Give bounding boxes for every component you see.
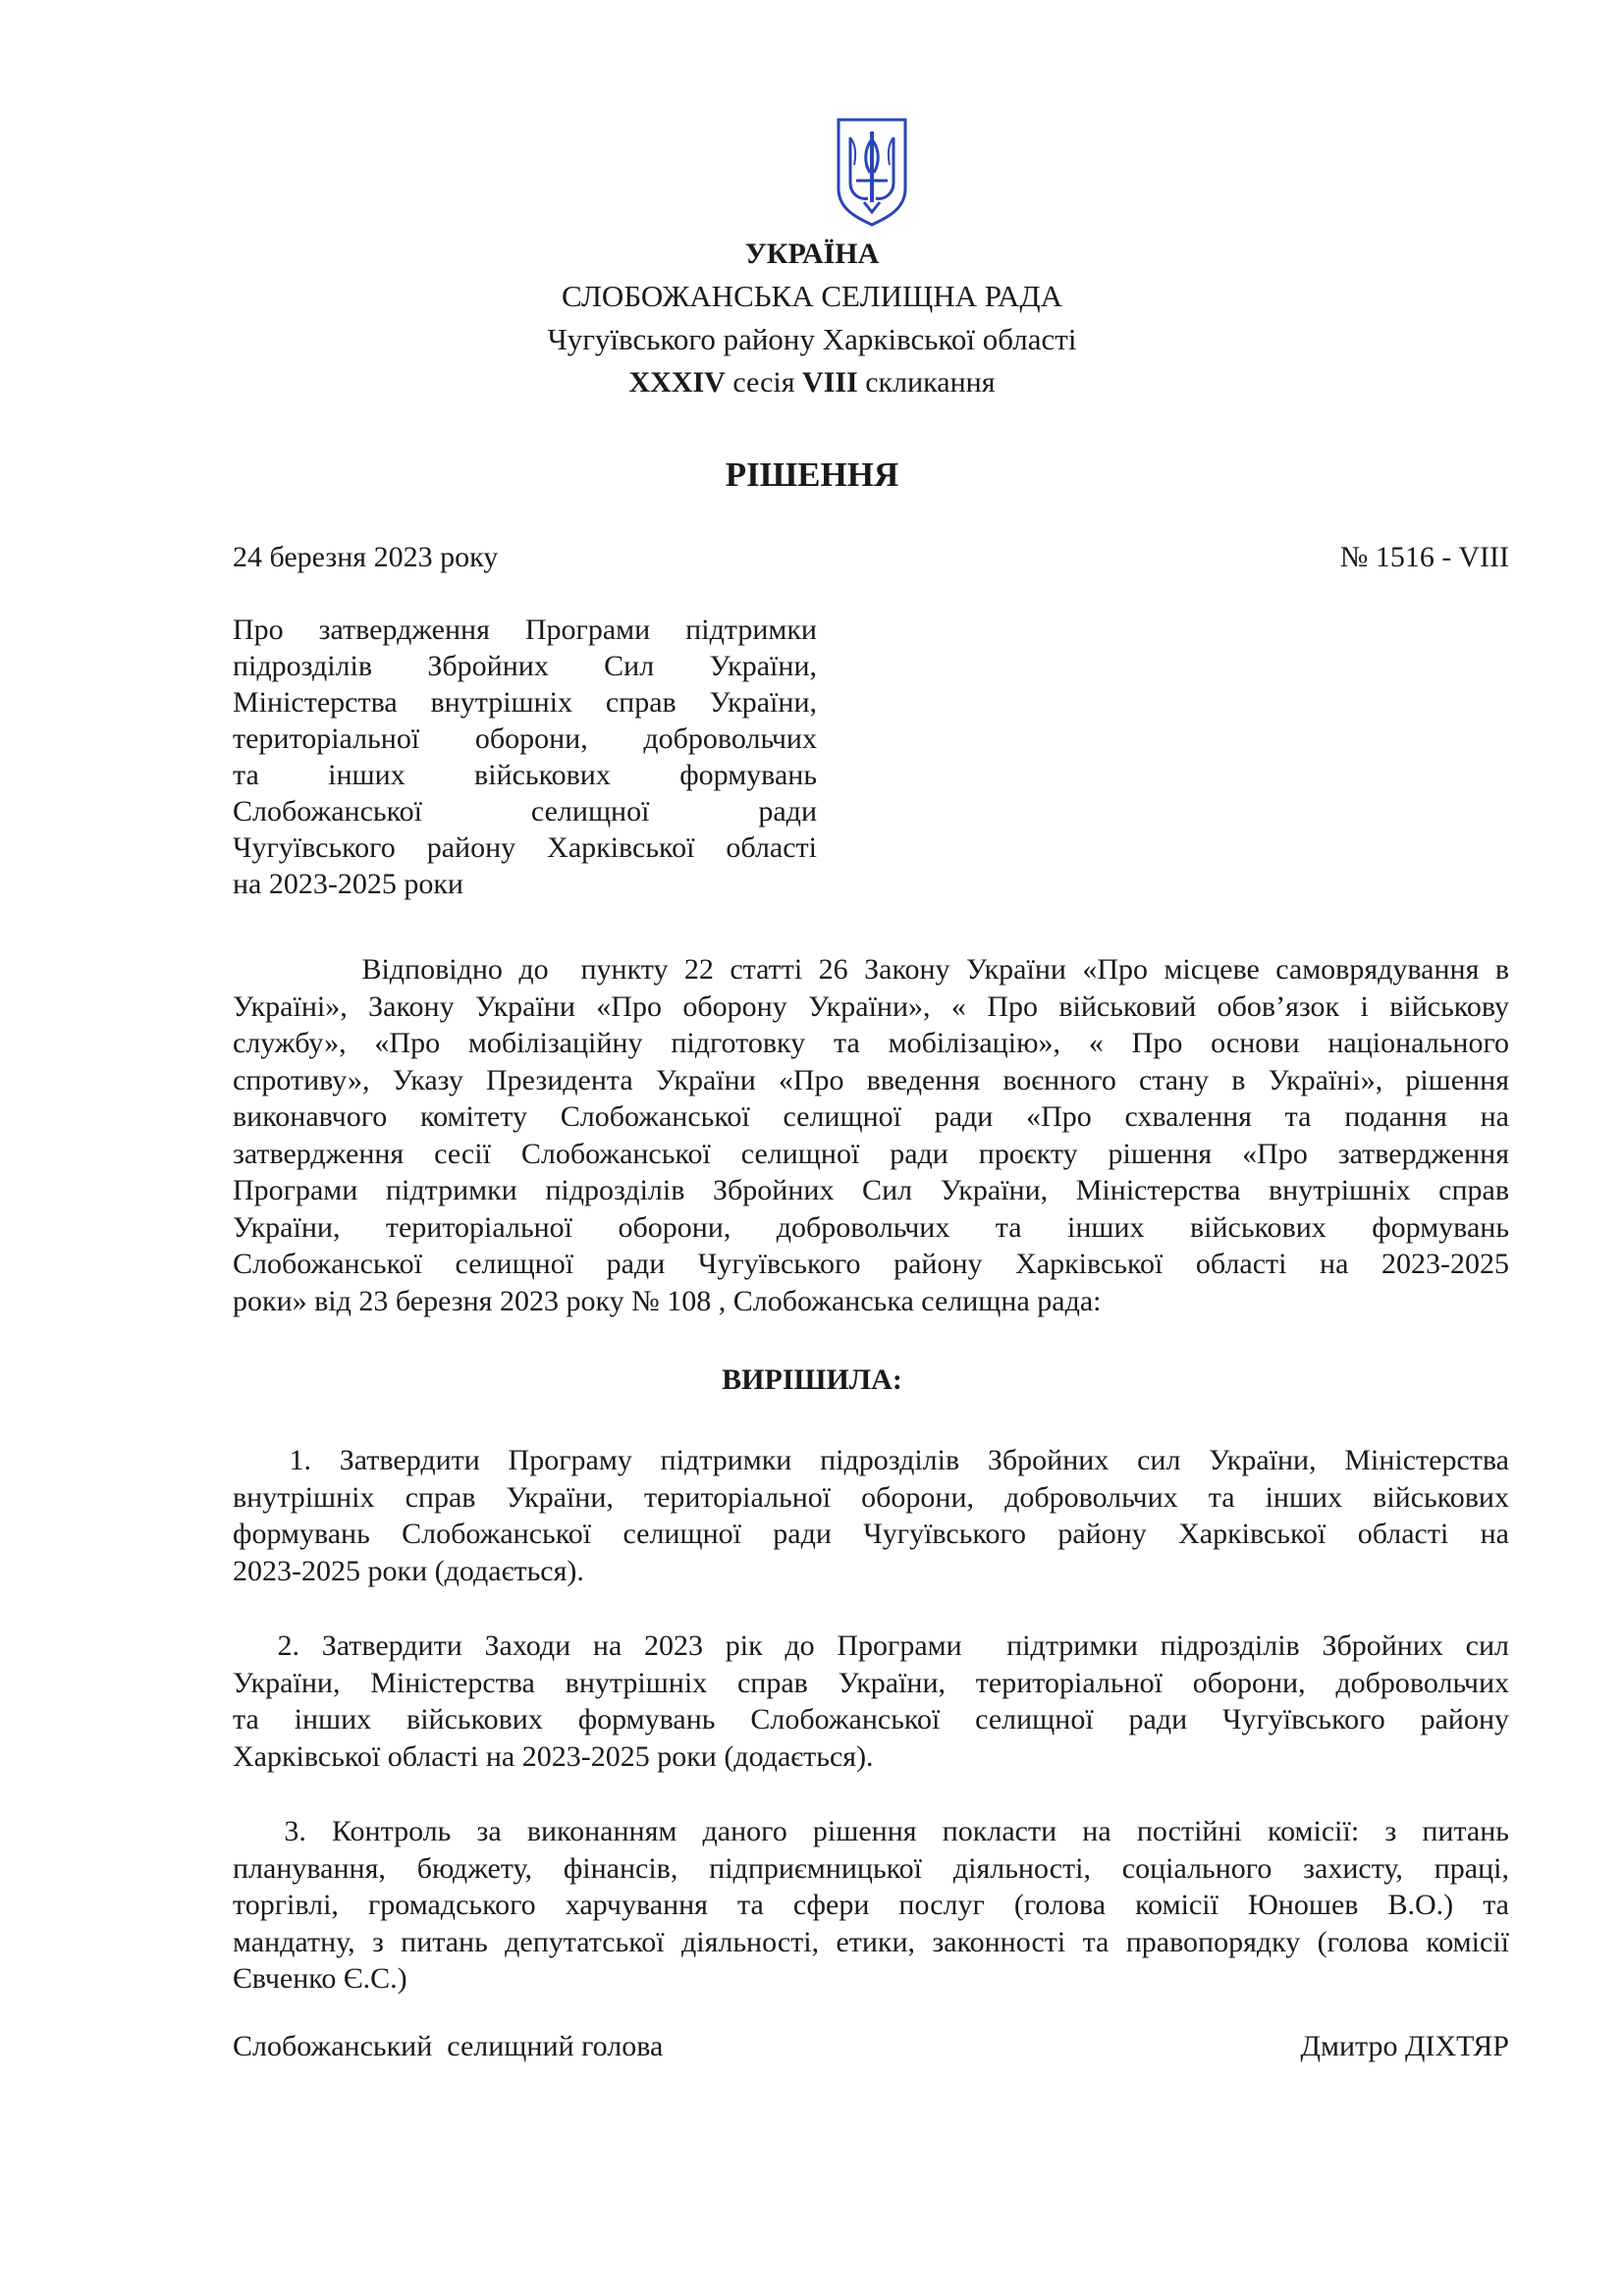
item-line: планування, бюджету, фінансів, підприємницької діяльності, соціального захисту, праці,: [233, 1851, 1509, 1885]
item-line: внутрішніх справ України, територіальної оборони, добровольчих та інших військових: [233, 1480, 1509, 1514]
basis-line: виконавчого комітету Слобожанської селищної ради «Про схвалення та подання на: [233, 1100, 1509, 1133]
item-line: торгівлі, громадського харчування та сфери послуг (голова комісії Юношев В.О.) та: [233, 1889, 1509, 1921]
item-line: України, Міністерства внутрішніх справ України, територіальної оборони, добровольчих: [233, 1666, 1509, 1699]
signatory-name: Дмитро ДІХТЯР: [1300, 2030, 1509, 2062]
convocation-word: скликання: [857, 366, 996, 399]
item-line: формувань Слобожанської селищної ради Чугуївського району Харківської області на: [233, 1518, 1509, 1550]
decision-number: № 1516 - VIII: [1339, 541, 1509, 573]
subject-line: на 2023-2025 роки: [233, 868, 463, 900]
country-heading: УКРАЇНА: [744, 238, 880, 270]
subject-line: Про затвердження Програми підтримки: [233, 614, 817, 646]
item-line: мандатну, з питань депутатської діяльності, етики, законності та правопорядку (голова комісії: [233, 1925, 1509, 1958]
subject-line: Слобожанської селищної ради: [233, 795, 817, 828]
basis-line: України, територіальної оборони, добровольчих та інших військових формувань: [233, 1210, 1509, 1244]
decided-heading: ВИРІШИЛА:: [722, 1363, 902, 1396]
basis-line: службу», «Про мобілізаційну підготовку та мобілізацію», « Про основи національного: [233, 1027, 1509, 1059]
convocation-number: VIII: [802, 366, 858, 399]
session-number: XXXIV: [628, 366, 726, 399]
item-line: 2. Затвердити Заходи на 2023 рік до Програми підтримки підрозділів Збройних сил: [233, 1629, 1509, 1662]
district-heading: Чугуївського району Харківської області: [547, 322, 1077, 356]
basis-line: Україні», Закону України «Про оборону України», « Про військовий обов’язок і військову: [233, 989, 1509, 1023]
decision-item-3: [233, 1813, 1509, 1998]
subject-line: підрозділів Збройних Сил України,: [233, 650, 817, 682]
council-heading: СЛОБОЖАНСЬКА СЕЛИЩНА РАДА: [562, 279, 1062, 313]
subject-line: територіальної оборони, добровольчих: [233, 722, 817, 755]
decision-item-1: [233, 1442, 1509, 1589]
basis-line: Відповідно до пункту 22 статті 26 Закону України «Про місцеве самоврядування в: [233, 953, 1509, 986]
decision-subject: [233, 612, 817, 902]
item-line: 3. Контроль за виконанням даного рішення покласти на постійні комісії: з питань: [233, 1815, 1509, 1847]
item-line: Харківської області на 2023-2025 роки (додається).: [233, 1739, 874, 1773]
item-line: та інших військових формувань Слобожанської селищної ради Чугуївського району: [233, 1703, 1509, 1735]
basis-line: роки» від 23 березня 2023 року № 108 , Слобожанська селищна рада:: [233, 1284, 1102, 1317]
decision-item-2: [233, 1628, 1509, 1775]
document-title: РІШЕННЯ: [725, 455, 899, 494]
legal-basis-paragraph: [233, 951, 1509, 1319]
signatory-position: Слобожанський селищний голова: [233, 2030, 664, 2062]
basis-line: Слобожанської селищної ради Чугуївського району Харківської області на 2023-2025: [233, 1248, 1509, 1280]
item-line: 1. Затвердити Програму підтримки підрозділів Збройних сил України, Міністерства: [233, 1444, 1509, 1476]
item-line: 2023-2025 роки (додається).: [233, 1554, 584, 1587]
subject-line: Міністерства внутрішніх справ України,: [233, 686, 817, 719]
basis-line: Програми підтримки підрозділів Збройних Сил України, Міністерства внутрішніх справ: [233, 1174, 1509, 1206]
basis-line: затвердження сесії Слобожанської селищної ради проєкту рішення «Про затвердження: [233, 1137, 1509, 1170]
session-heading: [0, 364, 1624, 401]
basis-line: спротиву», Указу Президента України «Про введення воєнного стану в Україні», рішення: [233, 1063, 1509, 1096]
subject-line: та інших військових формувань: [233, 759, 817, 791]
coat-of-arms-icon: [835, 116, 909, 228]
item-line: Євченко Є.С.): [233, 1962, 407, 1995]
session-word: сесія: [725, 366, 803, 399]
subject-line: Чугуївського району Харківської області: [233, 831, 817, 864]
decision-date: 24 березня 2023 року: [233, 541, 499, 573]
